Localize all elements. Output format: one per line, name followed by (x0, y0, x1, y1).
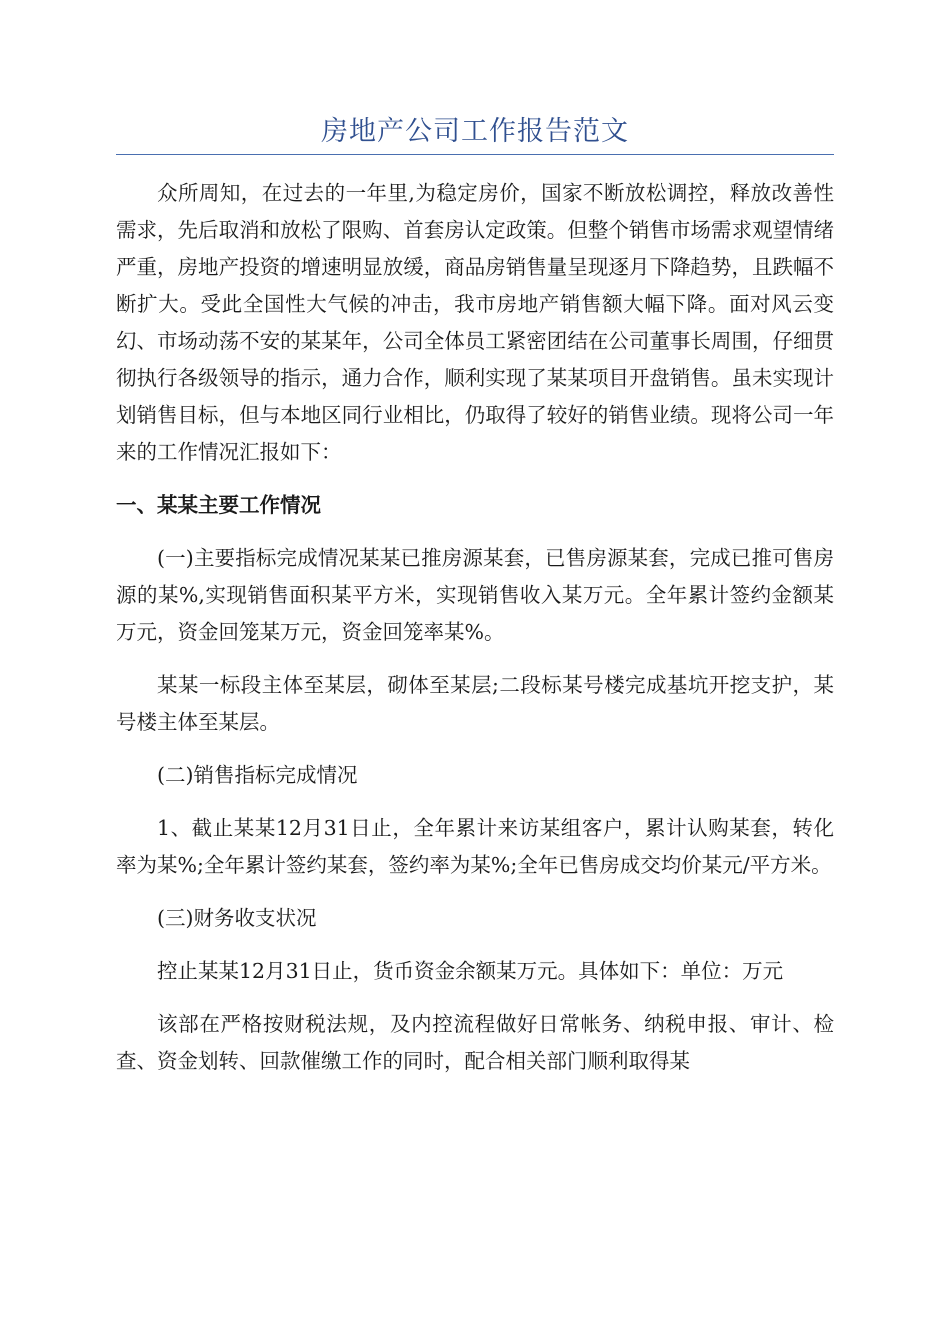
sales-detail-paragraph: 1、截止某某12月31日止，全年累计来访某组客户，累计认购某套，转化率为某%;全年累计签约某套，签约率为某%;全年已售房成交均价某元/平方米。 (116, 816, 834, 877)
key-indicators-paragraph: (一)主要指标完成情况某某已推房源某套，已售房源某套，完成已推可售房源的某%,实现销售面积某平方米，实现销售收入某万元。全年累计签约金额某万元，资金回笼某万元，资金回笼率某%。 (116, 546, 834, 644)
construction-progress-paragraph: 某某一标段主体至某层，砌体至某层;二段标某号楼完成基坑开挖支护，某号楼主体至某层。 (116, 673, 834, 734)
document-body (116, 175, 834, 1080)
finance-subheading: (三)财务收支状况 (157, 906, 317, 930)
finance-balance-paragraph: 控止某某12月31日止，货币资金余额某万元。具体如下：单位：万元 (157, 959, 784, 983)
finance-work-paragraph: 该部在严格按财税法规，及内控流程做好日常帐务、纳税申报、审计、检查、资金划转、回款催缴工作的同时，配合相关部门顺利取得某 (116, 1012, 834, 1073)
sales-subheading: (二)销售指标完成情况 (157, 763, 358, 787)
document-page (116, 112, 834, 1096)
section-heading: 一、某某主要工作情况 (116, 493, 321, 517)
document-title: 房地产公司工作报告范文 (116, 112, 834, 155)
intro-paragraph: 众所周知，在过去的一年里,为稳定房价，国家不断放松调控，释放改善性需求，先后取消和放松了限购、首套房认定政策。但整个销售市场需求观望情绪严重，房地产投资的增速明显放缓，商品房销售量呈现逐月下降趋势，且跌幅不断扩大。受此全国性大气候的冲击，我市房地产销售额大幅下降。面对风云变幻、市场动荡不安的某某年，公司全体员工紧密团结在公司董事长周围，仔细贯彻执行各级领导的指示，通力合作，顺利实现了某某项目开盘销售。虽未实现计划销售目标，但与本地区同行业相比，仍取得了较好的销售业绩。现将公司一年来的工作情况汇报如下： (116, 181, 834, 464)
